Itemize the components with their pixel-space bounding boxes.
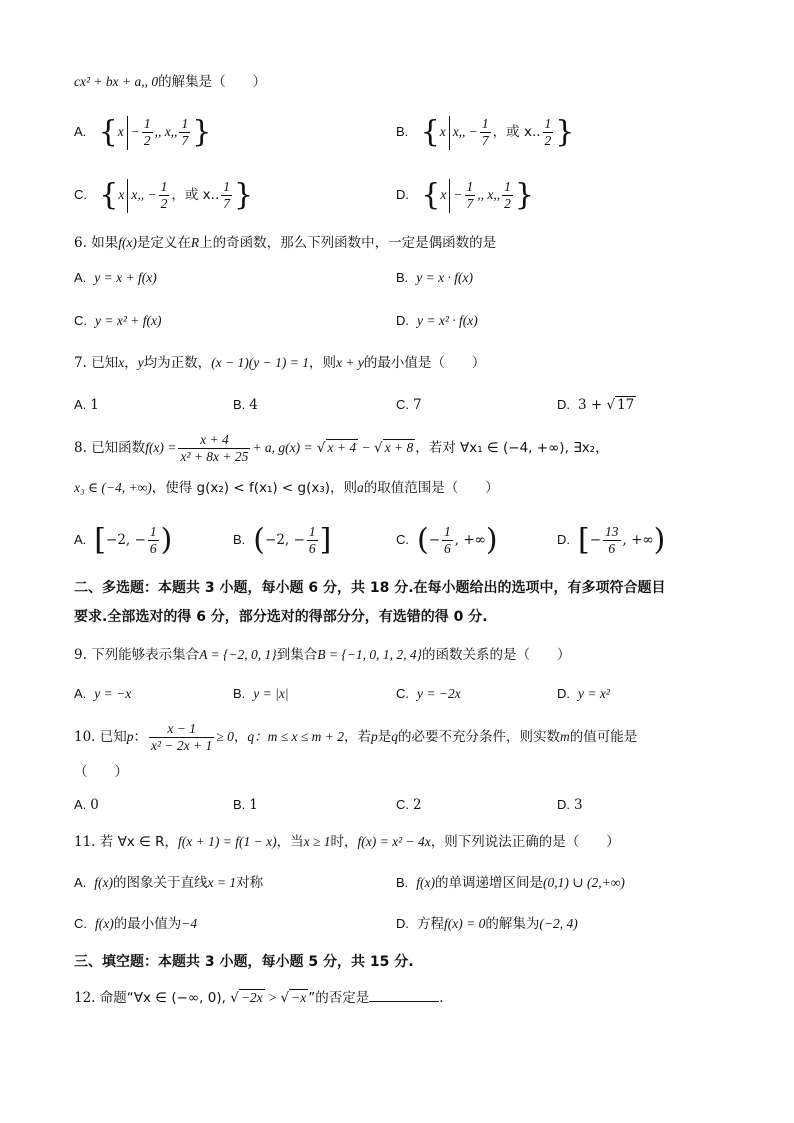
option-label: D. (557, 397, 570, 412)
q9-stem (74, 645, 570, 665)
q6-option-d (396, 311, 478, 331)
q11-option-c (74, 914, 197, 934)
q5-option-a: A. {x − $\frac{1}{2}$ ,, x,, $\frac{1}{7}$ } (74, 114, 212, 150)
question-number: 11. (74, 834, 96, 850)
stem-text: ，若对 ∀x₁ ∈ (−4, +∞), ∃x₂， (415, 440, 609, 456)
stem-text: 已知 (91, 355, 119, 371)
fraction (502, 179, 513, 212)
option-expr: y = −2x (417, 686, 461, 701)
q10-answer-paren: （ ） (74, 764, 128, 780)
numerator: 1 (223, 179, 230, 194)
fraction (543, 116, 554, 149)
q7-option-b (233, 395, 258, 415)
set-var: x (439, 124, 446, 139)
numerator: 1 (466, 179, 474, 194)
set-expr: − (453, 187, 463, 202)
numerator: 1 (544, 116, 552, 131)
stem-text: ，使得 g(x₂) < f(x₁) < g(x₃)，则 (151, 480, 358, 496)
question-number: 8. (74, 440, 87, 456)
interval-bracket: ) (485, 522, 498, 558)
stem-text: ， (124, 355, 138, 371)
q10-option-c (396, 795, 422, 815)
q10-stem (74, 717, 637, 757)
option-label: C. (74, 187, 87, 202)
question-number: 6. (74, 235, 87, 251)
stem-text: 的值可能是 (569, 729, 638, 745)
option-label: C. (396, 532, 409, 547)
numerator: 1 (143, 116, 151, 131)
stem-text: 是定义在 (136, 235, 191, 251)
option-value: 3 (574, 797, 583, 813)
interval-bracket: ( (253, 522, 266, 558)
stem-math: f(x) = x² − 4x (357, 834, 431, 849)
interval-bracket: ) (653, 522, 666, 558)
fraction (159, 179, 170, 212)
answer-blank[interactable] (369, 987, 439, 1002)
q11-stem (74, 832, 620, 852)
denominator: 7 (181, 133, 189, 148)
fraction (179, 116, 190, 149)
denominator: 2 (143, 133, 151, 148)
q6-option-a (74, 268, 157, 288)
q5-option-b: B. {x x,, − $\frac{1}{7}$ ，或 x.. $\frac{1}{2}$ } (396, 114, 575, 150)
option-label: D. (557, 532, 570, 547)
q6-option-c (74, 311, 162, 331)
option-expr: y = |x| (253, 686, 289, 701)
interval-bracket: [ (578, 522, 590, 558)
stem-text: 已知函数 (91, 440, 146, 456)
option-label: B. (233, 532, 246, 547)
stem-text: 若 ∀x ∈ R， (99, 834, 179, 850)
option-label: B. (396, 124, 409, 139)
stem-text: . (439, 990, 444, 1006)
option-math: f(x) = 0 (444, 916, 486, 931)
numerator: x − 1 (149, 721, 214, 738)
stem-math: x + y (335, 355, 364, 370)
option-value: 0 (90, 797, 99, 813)
option-text: 的解集为 (485, 916, 540, 932)
q5-option-d: D. {x − $\frac{1}{7}$ ,, x,, $\frac{1}{2}$ } (396, 177, 534, 213)
numerator: 1 (160, 179, 168, 194)
q5-option-c: C. {x x,, − $\frac{1}{2}$ ，或 x.. $\frac{1}{7}$ } (74, 177, 254, 213)
q10-option-d (557, 795, 583, 815)
stem-math: x + 8 (384, 440, 414, 455)
stem-math: −x (291, 990, 307, 1005)
fraction (221, 179, 232, 212)
option-math: f(x) (95, 916, 114, 931)
denominator: 6 (149, 541, 157, 556)
option-math: f(x) (94, 875, 114, 890)
option-math: (−2, 4) (539, 916, 578, 931)
stem-math: B = {−1, 0, 1, 2, 4} (317, 647, 422, 662)
interval-expr: − (589, 532, 602, 548)
option-label: B. (396, 270, 409, 285)
denominator: x² − 2x + 1 (151, 738, 213, 753)
stem-text: ，则 (308, 355, 336, 371)
stem-math: f(x + 1) = f(1 − x) (178, 834, 277, 849)
option-label: D. (396, 916, 409, 931)
numerator: 1 (504, 179, 511, 194)
interval-bracket: [ (94, 522, 107, 558)
option-label: B. (396, 875, 409, 890)
interval-expr: − (428, 532, 441, 548)
option-label: C. (74, 916, 87, 931)
option-label: C. (396, 397, 409, 412)
denominator: 6 (608, 541, 616, 556)
set-expr: x,, − (452, 124, 478, 139)
section-heading-fill-in: 三、填空题：本题共 3 小题，每小题 5 分，共 15 分. (74, 954, 414, 970)
q11-option-d (396, 914, 578, 934)
fraction (142, 116, 153, 149)
fraction (307, 524, 318, 557)
q7-option-d: D. 3 + √ 17 (557, 397, 635, 413)
numerator: 13 (605, 524, 619, 539)
q8-option-c (396, 520, 498, 561)
stem-math: q (391, 729, 399, 744)
option-label: B. (233, 797, 246, 812)
stem-text: 的最小值是（ ） (363, 355, 486, 371)
interval-expr: , +∞ (622, 532, 654, 548)
q8-option-b (233, 520, 331, 561)
stem-text: ，当 (276, 834, 304, 850)
stem-math: a (357, 480, 364, 495)
stem-math: > (264, 990, 281, 1005)
option-text: 的图象关于直线 (113, 875, 208, 891)
option-label: C. (396, 797, 409, 812)
option-value: 1 (90, 397, 99, 413)
section-heading-multi-choice-line1: 二、多选题：本题共 3 小题，每小题 6 分，共 18 分.在每小题给出的选项中，有多项符合题目 (74, 580, 666, 596)
numerator: 1 (308, 524, 316, 539)
stem-math: p (126, 729, 134, 744)
stem-math: ：m ≤ x ≤ m + 2 (254, 729, 345, 744)
option-expr: y = x² · f(x) (417, 313, 478, 328)
q6-stem (74, 233, 496, 253)
q8-option-a (74, 520, 172, 561)
numerator: 1 (444, 524, 451, 539)
q10-option-b (233, 795, 258, 815)
fraction (442, 524, 453, 557)
option-expr: y = −x (94, 686, 132, 701)
stem-math: + a, g(x) = (252, 440, 313, 455)
stem-math: A = {−2, 0, 1} (199, 647, 277, 662)
fraction (149, 721, 214, 754)
option-expr: y = x · f(x) (416, 270, 473, 285)
set-var: x (117, 124, 124, 139)
option-label: D. (396, 313, 409, 328)
stem-text: 已知 (99, 729, 127, 745)
interval-expr: −2, − (265, 532, 305, 548)
question-number: 7. (74, 355, 87, 371)
set-var: x (440, 187, 447, 202)
q8-stem-line1: 8. 已知函数f(x) = $\frac{x + 4}{\text{x² + 8x + 25}}$ + a, g(x) = √ x + 4 − √ x + 8 ，若对 ∀x₁ ∈ (−4, +∞), ∃x₂， (74, 432, 609, 464)
option-value: 4 (249, 397, 258, 413)
stem-math: (x − 1)(y − 1) = 1 (211, 355, 309, 370)
denominator: 2 (544, 133, 552, 148)
option-label: C. (396, 686, 409, 701)
option-label: A. (74, 532, 87, 547)
option-expr: y = x² (578, 686, 610, 701)
stem-text: ”的否定是 (308, 990, 370, 1006)
stem-math: x + 4 (327, 440, 357, 455)
option-label: D. (557, 797, 570, 812)
numerator: 1 (181, 116, 189, 131)
option-label: A. (74, 686, 87, 701)
question-number: 12. (74, 990, 96, 1006)
option-value: 7 (413, 397, 422, 413)
option-label: A. (74, 397, 87, 412)
stem-math: −2x (240, 990, 263, 1005)
denominator: 6 (308, 541, 316, 556)
option-label: A. (74, 875, 87, 890)
q9-option-b (233, 684, 289, 704)
fraction (603, 524, 621, 557)
q7-stem (74, 353, 485, 373)
fraction (148, 524, 159, 557)
option-math: (0,1) ∪ (2,+∞) (543, 875, 625, 890)
option-label: B. (233, 397, 246, 412)
q7-option-a (74, 395, 99, 415)
set-expr: ，或 x.. (171, 187, 220, 203)
section-heading-multi-choice-line2: 要求.全部选对的得 6 分，部分选对的得部分分，有选错的得 0 分. (74, 609, 488, 625)
stem-text: 时， (330, 834, 358, 850)
q10-option-a (74, 795, 99, 815)
option-label: A. (74, 124, 87, 139)
q5-stem-math: cx² + bx + a,, 0 (74, 74, 159, 89)
option-expr: y = x + f(x) (94, 270, 157, 285)
stem-text: ， (233, 729, 248, 745)
q11-option-a (74, 873, 263, 893)
denominator: 7 (223, 196, 230, 211)
stem-math: x₃ ∈ (−4, +∞) (74, 480, 152, 495)
stem-math: m (560, 729, 570, 744)
set-expr: x,, − (131, 187, 157, 202)
stem-math: ≥ 0 (216, 729, 234, 744)
stem-math: y (137, 355, 144, 370)
option-text: 对称 (236, 875, 264, 891)
option-label: A. (74, 270, 87, 285)
stem-text: ： (133, 729, 148, 745)
interval-bracket: ] (319, 522, 332, 558)
stem-math: x (118, 355, 125, 370)
stem-text: 是 (377, 729, 392, 745)
stem-text: 命题“∀x ∈ (−∞, 0), (99, 990, 226, 1006)
stem-text: 如果 (91, 235, 119, 251)
option-value: 17 (617, 397, 635, 413)
interval-bracket: ) (160, 522, 173, 558)
option-text: 方程 (417, 916, 444, 932)
q6-option-b (396, 268, 473, 288)
option-math: f(x) (416, 875, 436, 890)
stem-math: − (358, 440, 375, 455)
fraction (465, 179, 476, 212)
q8-stem-line2 (74, 478, 499, 498)
set-expr: ,, x,, (477, 187, 501, 202)
q11-option-b (396, 873, 625, 893)
fraction (480, 116, 491, 149)
denominator: 2 (160, 196, 168, 211)
q12-stem: 12. 命题“∀x ∈ (−∞, 0), √ −2x > √ −x ”的否定是 . (74, 987, 444, 1008)
q5-stem (74, 72, 266, 92)
denominator: 2 (504, 196, 511, 211)
q9-option-a (74, 684, 131, 704)
stem-math: f(x) = (145, 440, 177, 455)
interval-expr: −2, − (106, 532, 146, 548)
set-var: x (118, 187, 125, 202)
question-number: 10. (74, 729, 96, 745)
option-text: 的最小值为 (113, 916, 182, 932)
stem-text: 的函数关系的是（ ） (421, 647, 571, 663)
question-number: 9. (74, 647, 87, 663)
stem-text: 的必要不充分条件，则实数 (398, 729, 561, 745)
stem-text: ，若 (344, 729, 372, 745)
numerator: x + 4 (178, 432, 250, 449)
denominator: 7 (481, 133, 489, 148)
interval-expr: , +∞ (454, 532, 486, 548)
interval-bracket: ( (417, 522, 429, 558)
option-math: −4 (181, 916, 198, 931)
q9-option-d (557, 684, 610, 704)
option-value: 1 (249, 797, 258, 813)
set-expr: − (130, 124, 140, 139)
stem-text: ，则下列说法正确的是（ ） (430, 834, 620, 850)
option-label: D. (557, 686, 570, 701)
stem-text: 均为正数， (143, 355, 212, 371)
option-text: 的单调递增区间是 (435, 875, 544, 891)
set-expr: ，或 x.. (492, 124, 541, 140)
option-label: A. (74, 797, 87, 812)
numerator: 1 (481, 116, 489, 131)
denominator: 6 (444, 541, 451, 556)
option-label: C. (74, 313, 87, 328)
stem-text: 下列能够表示集合 (91, 647, 200, 663)
option-math: x = 1 (207, 875, 237, 890)
option-label: D. (396, 187, 409, 202)
set-expr: ,, x,, (154, 124, 178, 139)
denominator: x² + 8x + 25 (180, 449, 249, 464)
q9-option-c (396, 684, 461, 704)
option-expr: y = x² + f(x) (95, 313, 162, 328)
q5-stem-text: 的解集是（ ） (158, 74, 267, 90)
option-value: 2 (413, 797, 422, 813)
stem-text: 到集合 (276, 647, 318, 663)
fraction (178, 432, 250, 465)
stem-math: p (371, 729, 378, 744)
stem-math: x ≥ 1 (303, 834, 331, 849)
option-value: 3 + (578, 397, 607, 413)
denominator: 7 (466, 196, 474, 211)
stem-math: f(x) (118, 235, 137, 250)
stem-text: 的取值范围是（ ） (363, 480, 499, 496)
q7-option-c (396, 395, 422, 415)
q8-option-d (557, 520, 665, 561)
option-label: B. (233, 686, 246, 701)
stem-math: R (190, 235, 200, 250)
numerator: 1 (149, 524, 157, 539)
stem-text: 上的奇函数，那么下列函数中，一定是偶函数的是 (199, 235, 497, 251)
stem-math: q (247, 729, 255, 744)
